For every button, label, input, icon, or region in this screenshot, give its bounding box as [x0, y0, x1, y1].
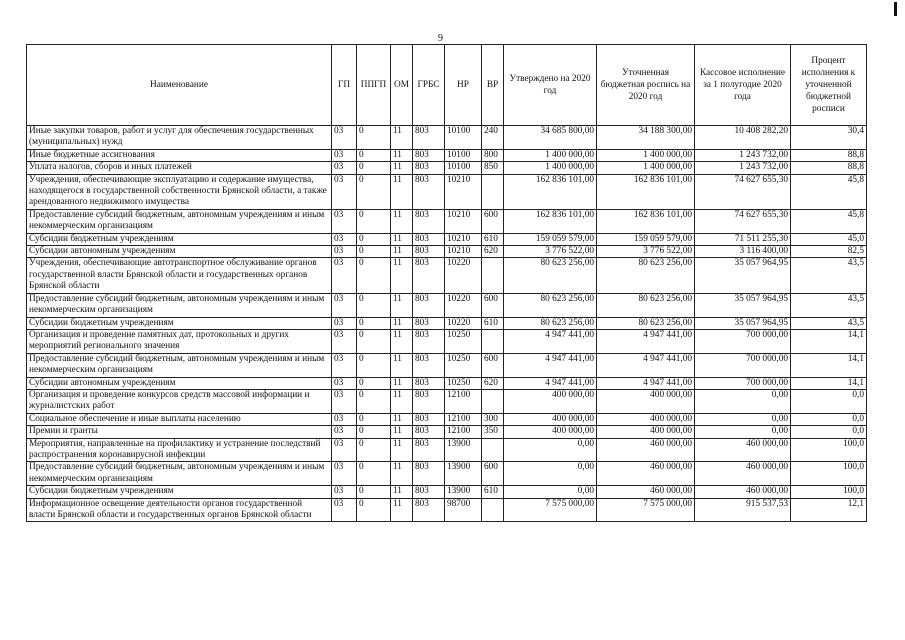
percent-cell: 88,8 — [791, 149, 867, 161]
nr-cell: 12100 — [445, 389, 482, 413]
om-cell: 11 — [391, 258, 413, 293]
grbs-cell: 803 — [413, 426, 445, 438]
gp-cell: 03 — [332, 426, 357, 438]
table-row — [27, 174, 867, 209]
grbs-cell: 803 — [413, 329, 445, 353]
vr-cell — [482, 389, 504, 413]
table-row — [27, 377, 867, 389]
vr-cell: 600 — [482, 353, 504, 377]
approved-cell: 1 400 000,00 — [504, 162, 597, 174]
percent-cell: 43,5 — [791, 317, 867, 329]
nr-cell: 10100 — [445, 126, 482, 150]
row-name: Иные закупки товаров, работ и услуг для обеспечения государственных (муниципальных) нужд — [27, 126, 332, 150]
cash-cell: 1 243 732,00 — [695, 162, 791, 174]
row-name: Премии и гранты — [27, 426, 332, 438]
nr-cell: 10210 — [445, 246, 482, 258]
om-cell: 11 — [391, 462, 413, 486]
revised-cell: 34 188 300,00 — [597, 126, 695, 150]
vr-cell: 240 — [482, 126, 504, 150]
grbs-cell: 803 — [413, 209, 445, 233]
grbs-cell: 803 — [413, 462, 445, 486]
gp-cell: 03 — [332, 162, 357, 174]
table-row — [27, 389, 867, 413]
row-name: Информационное освещение деятельности органов государственной власти Брянской области и государственных органов Брянской области — [27, 498, 332, 522]
nr-cell: 10250 — [445, 377, 482, 389]
om-cell: 11 — [391, 174, 413, 209]
ppgp-cell: 0 — [357, 293, 391, 317]
cash-cell: 460 000,00 — [695, 486, 791, 498]
ppgp-cell: 0 — [357, 174, 391, 209]
nr-cell: 10220 — [445, 317, 482, 329]
table-row — [27, 353, 867, 377]
table-row — [27, 209, 867, 233]
ppgp-cell: 0 — [357, 413, 391, 425]
gp-cell: 03 — [332, 246, 357, 258]
nr-cell: 10220 — [445, 258, 482, 293]
gp-cell: 03 — [332, 258, 357, 293]
om-cell: 11 — [391, 426, 413, 438]
cash-cell: 0,00 — [695, 426, 791, 438]
vr-cell: 300 — [482, 413, 504, 425]
nr-cell: 10210 — [445, 233, 482, 245]
row-name: Субсидии автономным учреждениям — [27, 246, 332, 258]
grbs-cell: 803 — [413, 174, 445, 209]
ppgp-cell: 0 — [357, 126, 391, 150]
revised-cell: 162 836 101,00 — [597, 209, 695, 233]
vr-cell: 610 — [482, 233, 504, 245]
revised-cell: 460 000,00 — [597, 486, 695, 498]
grbs-cell: 803 — [413, 413, 445, 425]
om-cell: 11 — [391, 317, 413, 329]
grbs-cell: 803 — [413, 353, 445, 377]
grbs-cell: 803 — [413, 162, 445, 174]
ppgp-cell: 0 — [357, 486, 391, 498]
revised-cell: 159 059 579,00 — [597, 233, 695, 245]
row-name: Учреждения, обеспечивающие автотранспортное обслуживание органов государственной власти Брянской области и государственных органов Брянской области — [27, 258, 332, 293]
cash-cell: 700 000,00 — [695, 329, 791, 353]
table-row — [27, 246, 867, 258]
ppgp-cell: 0 — [357, 389, 391, 413]
ppgp-cell: 0 — [357, 149, 391, 161]
table-row — [27, 162, 867, 174]
row-name: Предоставление субсидий бюджетным, автономным учреждениям и иным некоммерческим организациям — [27, 293, 332, 317]
vr-cell: 600 — [482, 293, 504, 317]
vr-cell: 850 — [482, 162, 504, 174]
ppgp-cell: 0 — [357, 426, 391, 438]
revised-cell: 80 623 256,00 — [597, 293, 695, 317]
row-name: Организация и проведение конкурсов средств массовой информации и журналистских работ — [27, 389, 332, 413]
nr-cell: 13900 — [445, 462, 482, 486]
table-row — [27, 462, 867, 486]
percent-cell: 82,5 — [791, 246, 867, 258]
page-edge-mark — [894, 2, 897, 16]
revised-cell: 162 836 101,00 — [597, 174, 695, 209]
grbs-cell: 803 — [413, 486, 445, 498]
revised-cell: 80 623 256,00 — [597, 317, 695, 329]
header-revised: Уточненная бюджетная роспись на 2020 год — [597, 45, 695, 126]
vr-cell: 610 — [482, 317, 504, 329]
approved-cell: 1 400 000,00 — [504, 149, 597, 161]
om-cell: 11 — [391, 377, 413, 389]
grbs-cell: 803 — [413, 246, 445, 258]
row-name: Социальное обеспечение и иные выплаты населению — [27, 413, 332, 425]
budget-table — [26, 44, 867, 522]
om-cell: 11 — [391, 486, 413, 498]
grbs-cell: 803 — [413, 498, 445, 522]
approved-cell: 400 000,00 — [504, 413, 597, 425]
cash-cell: 0,00 — [695, 413, 791, 425]
percent-cell: 45,8 — [791, 209, 867, 233]
percent-cell: 45,0 — [791, 233, 867, 245]
grbs-cell: 803 — [413, 317, 445, 329]
approved-cell: 162 836 101,00 — [504, 209, 597, 233]
revised-cell: 3 776 522,00 — [597, 246, 695, 258]
percent-cell: 88,8 — [791, 162, 867, 174]
row-name: Организация и проведение памятных дат, протокольных и других мероприятий регионального значения — [27, 329, 332, 353]
grbs-cell: 803 — [413, 126, 445, 150]
gp-cell: 03 — [332, 209, 357, 233]
nr-cell: 10210 — [445, 174, 482, 209]
approved-cell: 400 000,00 — [504, 389, 597, 413]
approved-cell: 0,00 — [504, 486, 597, 498]
approved-cell: 4 947 441,00 — [504, 377, 597, 389]
gp-cell: 03 — [332, 293, 357, 317]
om-cell: 11 — [391, 162, 413, 174]
approved-cell: 4 947 441,00 — [504, 353, 597, 377]
gp-cell: 03 — [332, 462, 357, 486]
vr-cell: 620 — [482, 377, 504, 389]
table-row — [27, 293, 867, 317]
ppgp-cell: 0 — [357, 353, 391, 377]
cash-cell: 460 000,00 — [695, 438, 791, 462]
nr-cell: 10220 — [445, 293, 482, 317]
ppgp-cell: 0 — [357, 438, 391, 462]
nr-cell: 13900 — [445, 486, 482, 498]
revised-cell: 1 400 000,00 — [597, 162, 695, 174]
cash-cell: 71 511 255,30 — [695, 233, 791, 245]
percent-cell: 14,1 — [791, 353, 867, 377]
table-row — [27, 233, 867, 245]
row-name: Мероприятия, направленные на профилактику и устранение последствий распространения коронавирусной инфекции — [27, 438, 332, 462]
gp-cell: 03 — [332, 438, 357, 462]
vr-cell: 610 — [482, 486, 504, 498]
table-row — [27, 258, 867, 293]
percent-cell: 14,1 — [791, 377, 867, 389]
vr-cell: 600 — [482, 462, 504, 486]
cash-cell: 35 057 964,95 — [695, 258, 791, 293]
cash-cell: 700 000,00 — [695, 377, 791, 389]
table-row — [27, 126, 867, 150]
approved-cell: 0,00 — [504, 462, 597, 486]
ppgp-cell: 0 — [357, 209, 391, 233]
approved-cell: 80 623 256,00 — [504, 258, 597, 293]
row-name: Предоставление субсидий бюджетным, автономным учреждениям и иным некоммерческим организациям — [27, 353, 332, 377]
revised-cell: 4 947 441,00 — [597, 329, 695, 353]
gp-cell: 03 — [332, 174, 357, 209]
header-name: Наименование — [27, 45, 332, 126]
table-row — [27, 413, 867, 425]
revised-cell: 4 947 441,00 — [597, 353, 695, 377]
percent-cell: 100,0 — [791, 462, 867, 486]
row-name: Субсидии бюджетным учреждениям — [27, 486, 332, 498]
header-nr: НР — [445, 45, 482, 126]
ppgp-cell: 0 — [357, 246, 391, 258]
ppgp-cell: 0 — [357, 462, 391, 486]
row-name: Субсидии бюджетным учреждениям — [27, 233, 332, 245]
revised-cell: 4 947 441,00 — [597, 377, 695, 389]
nr-cell: 13900 — [445, 438, 482, 462]
om-cell: 11 — [391, 233, 413, 245]
grbs-cell: 803 — [413, 233, 445, 245]
vr-cell — [482, 498, 504, 522]
om-cell: 11 — [391, 498, 413, 522]
om-cell: 11 — [391, 209, 413, 233]
ppgp-cell: 0 — [357, 162, 391, 174]
page-number: 9 — [438, 33, 443, 44]
grbs-cell: 803 — [413, 293, 445, 317]
approved-cell: 80 623 256,00 — [504, 293, 597, 317]
cash-cell: 74 627 655,30 — [695, 174, 791, 209]
approved-cell: 0,00 — [504, 438, 597, 462]
gp-cell: 03 — [332, 377, 357, 389]
percent-cell: 43,5 — [791, 258, 867, 293]
vr-cell: 620 — [482, 246, 504, 258]
revised-cell: 460 000,00 — [597, 438, 695, 462]
header-gp: ГП — [332, 45, 357, 126]
table-row — [27, 149, 867, 161]
header-ppgp: ППГП — [357, 45, 391, 126]
grbs-cell: 803 — [413, 149, 445, 161]
header-grbs: ГРБС — [413, 45, 445, 126]
gp-cell: 03 — [332, 329, 357, 353]
cash-cell: 74 627 655,30 — [695, 209, 791, 233]
table-header-row — [27, 45, 867, 126]
table-row — [27, 317, 867, 329]
ppgp-cell: 0 — [357, 329, 391, 353]
revised-cell: 1 400 000,00 — [597, 149, 695, 161]
approved-cell: 162 836 101,00 — [504, 174, 597, 209]
cash-cell: 10 408 282,20 — [695, 126, 791, 150]
ppgp-cell: 0 — [357, 258, 391, 293]
ppgp-cell: 0 — [357, 233, 391, 245]
percent-cell: 45,8 — [791, 174, 867, 209]
cash-cell: 460 000,00 — [695, 462, 791, 486]
ppgp-cell: 0 — [357, 498, 391, 522]
om-cell: 11 — [391, 126, 413, 150]
ppgp-cell: 0 — [357, 377, 391, 389]
header-percent: Процент исполнения к уточненной бюджетной росписи — [791, 45, 867, 126]
revised-cell: 7 575 000,00 — [597, 498, 695, 522]
ppgp-cell: 0 — [357, 317, 391, 329]
grbs-cell: 803 — [413, 389, 445, 413]
percent-cell: 0,0 — [791, 389, 867, 413]
percent-cell: 0,0 — [791, 413, 867, 425]
gp-cell: 03 — [332, 233, 357, 245]
row-name: Иные бюджетные ассигнования — [27, 149, 332, 161]
om-cell: 11 — [391, 293, 413, 317]
gp-cell: 03 — [332, 498, 357, 522]
approved-cell: 34 685 800,00 — [504, 126, 597, 150]
table-row — [27, 498, 867, 522]
percent-cell: 43,5 — [791, 293, 867, 317]
cash-cell: 1 243 732,00 — [695, 149, 791, 161]
gp-cell: 03 — [332, 413, 357, 425]
nr-cell: 10100 — [445, 162, 482, 174]
nr-cell: 12100 — [445, 426, 482, 438]
nr-cell: 12100 — [445, 413, 482, 425]
percent-cell: 100,0 — [791, 438, 867, 462]
row-name: Учреждения, обеспечивающие эксплуатацию и содержание имущества, находящегося в государственной собственности Брянской области, а также арендованного недвижимого имущества — [27, 174, 332, 209]
approved-cell: 4 947 441,00 — [504, 329, 597, 353]
om-cell: 11 — [391, 329, 413, 353]
gp-cell: 03 — [332, 486, 357, 498]
table-row — [27, 329, 867, 353]
approved-cell: 159 059 579,00 — [504, 233, 597, 245]
om-cell: 11 — [391, 438, 413, 462]
table-row — [27, 426, 867, 438]
gp-cell: 03 — [332, 389, 357, 413]
percent-cell: 14,1 — [791, 329, 867, 353]
om-cell: 11 — [391, 413, 413, 425]
percent-cell: 0,0 — [791, 426, 867, 438]
vr-cell — [482, 258, 504, 293]
revised-cell: 400 000,00 — [597, 389, 695, 413]
revised-cell: 400 000,00 — [597, 413, 695, 425]
nr-cell: 10100 — [445, 149, 482, 161]
cash-cell: 35 057 964,95 — [695, 317, 791, 329]
vr-cell — [482, 329, 504, 353]
gp-cell: 03 — [332, 317, 357, 329]
revised-cell: 400 000,00 — [597, 426, 695, 438]
gp-cell: 03 — [332, 149, 357, 161]
row-name: Предоставление субсидий бюджетным, автономным учреждениям и иным некоммерческим организациям — [27, 462, 332, 486]
cash-cell: 35 057 964,95 — [695, 293, 791, 317]
vr-cell: 600 — [482, 209, 504, 233]
revised-cell: 80 623 256,00 — [597, 258, 695, 293]
header-om: ОМ — [391, 45, 413, 126]
row-name: Уплата налогов, сборов и иных платежей — [27, 162, 332, 174]
row-name: Субсидии автономным учреждениям — [27, 377, 332, 389]
vr-cell — [482, 174, 504, 209]
cash-cell: 700 000,00 — [695, 353, 791, 377]
vr-cell — [482, 438, 504, 462]
vr-cell: 350 — [482, 426, 504, 438]
cash-cell: 0,00 — [695, 389, 791, 413]
table-row — [27, 438, 867, 462]
cash-cell: 915 537,53 — [695, 498, 791, 522]
nr-cell: 10210 — [445, 209, 482, 233]
grbs-cell: 803 — [413, 258, 445, 293]
row-name: Предоставление субсидий бюджетным, автономным учреждениям и иным некоммерческим организациям — [27, 209, 332, 233]
om-cell: 11 — [391, 353, 413, 377]
om-cell: 11 — [391, 389, 413, 413]
grbs-cell: 803 — [413, 377, 445, 389]
gp-cell: 03 — [332, 353, 357, 377]
percent-cell: 12,1 — [791, 498, 867, 522]
gp-cell: 03 — [332, 126, 357, 150]
approved-cell: 400 000,00 — [504, 426, 597, 438]
cash-cell: 3 116 400,00 — [695, 246, 791, 258]
approved-cell: 80 623 256,00 — [504, 317, 597, 329]
nr-cell: 10250 — [445, 353, 482, 377]
approved-cell: 3 776 522,00 — [504, 246, 597, 258]
header-vr: ВР — [482, 45, 504, 126]
percent-cell: 100,0 — [791, 486, 867, 498]
grbs-cell: 803 — [413, 438, 445, 462]
revised-cell: 460 000,00 — [597, 462, 695, 486]
nr-cell: 98700 — [445, 498, 482, 522]
om-cell: 11 — [391, 246, 413, 258]
row-name: Субсидии бюджетным учреждениям — [27, 317, 332, 329]
om-cell: 11 — [391, 149, 413, 161]
percent-cell: 30,4 — [791, 126, 867, 150]
nr-cell: 10250 — [445, 329, 482, 353]
header-approved: Утверждено на 2020 год — [504, 45, 597, 126]
vr-cell: 800 — [482, 149, 504, 161]
table-row — [27, 486, 867, 498]
approved-cell: 7 575 000,00 — [504, 498, 597, 522]
header-cash: Кассовое исполнение за 1 полугодие 2020 года — [695, 45, 791, 126]
